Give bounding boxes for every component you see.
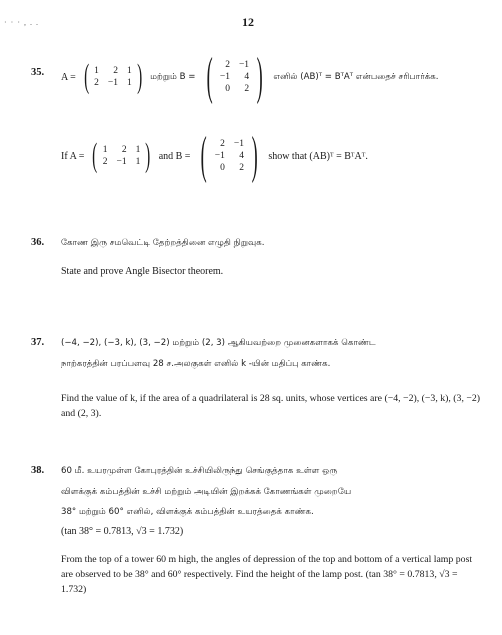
matrix-cell: 2 (113, 66, 118, 76)
matrix-cell: −1 (107, 78, 118, 88)
question-38-tamil-line-2: விளக்குக் கம்பத்தின் உச்சி மற்றும் அடியின் இறக்கக் கோணங்கள் முறையே (61, 487, 352, 497)
question-37-tamil-line-2: நாற்கரத்தின் பரப்பளவு 28 ச.அலகுகள் எனில் k -யின் மதிப்பு காண்க. (61, 359, 331, 369)
matrix-cell: 1 (94, 66, 99, 76)
question-35-number: 35. (31, 67, 45, 78)
matrix-cell: 2 (225, 60, 230, 70)
matrix-cell: 1 (135, 157, 141, 167)
transpose-statement-tamil: எனில் (AB)ᵀ = BᵀAᵀ என்பதைச் சரிபார்க்க. (273, 71, 439, 82)
question-37-tamil-line-1: (−4, −2), (−3, k), (3, −2) மற்றும் (2, 3) ஆகியவற்றை முனைகளாகக் கொண்ட (61, 338, 376, 348)
question-36-english: State and prove Angle Bisector theorem. (61, 266, 224, 277)
matrix-cell: −1 (233, 139, 244, 149)
matrix-cell: 1 (127, 66, 132, 76)
transpose-statement-english: show that (AB)ᵀ = BᵀAᵀ. (268, 150, 368, 162)
question-37-english: Find the value of k, if the area of a quadrilateral is 28 sq. units, whose vertices are (−4, −2), (−3, k), (3, −2) and (2, 3). (61, 393, 481, 419)
matrix-cell: −1 (214, 151, 225, 161)
matrix-a-label: A = (61, 71, 76, 83)
matrix-a: ( 1 2 1 2 −1 1 ) (83, 58, 142, 95)
matrix-cell: −1 (116, 157, 127, 167)
matrix-cell: 1 (102, 145, 108, 155)
question-38-tamil-line-4: (tan 38° = 0.7813, √3 = 1.732) (61, 526, 184, 537)
matrix-b: ( 2 −1 −1 4 0 2 ) (206, 48, 263, 105)
question-36-tamil: கோண இரு சமவெட்டி தேற்றத்தினை எழுதி நிறுவுக. (61, 238, 265, 248)
question-38-tamil-line-1: 60 மீ. உயரமுள்ள கோபுரத்தின் உச்சியிலிருந்து செங்குத்தாக உள்ள ஒரு (61, 466, 338, 476)
matrix-cell: 2 (121, 145, 127, 155)
matrix-cell: 2 (244, 84, 250, 94)
question-37-number: 37. (31, 337, 45, 348)
matrix-a-english: ( 1 2 1 2 −1 1 ) (92, 137, 151, 174)
if-a-label: If A = (61, 150, 85, 162)
matrix-cell: −1 (219, 72, 230, 82)
page-corner-mark: · · · , . . (4, 18, 39, 27)
and-b-english: and B = (158, 150, 191, 162)
question-36-number: 36. (31, 237, 45, 248)
matrix-cell: 0 (225, 84, 230, 94)
matrix-cell: 4 (244, 72, 250, 82)
matrix-cell: 1 (135, 145, 141, 155)
matrix-cell: −1 (238, 60, 250, 70)
matrix-cell: 4 (239, 151, 244, 161)
and-b-tamil: மற்றும் B = (150, 71, 196, 82)
matrix-cell: 2 (94, 78, 99, 88)
question-35-english (61, 127, 368, 184)
matrix-cell: 1 (127, 78, 132, 88)
question-35-tamil (61, 48, 439, 105)
matrix-cell: 2 (220, 139, 225, 149)
matrix-cell: 2 (239, 163, 244, 173)
matrix-cell: 0 (220, 163, 225, 173)
question-38-tamil-line-3: 38° மற்றும் 60° எனில், விளக்குக் கம்பத்தின் உயரத்தைக் காண்க. (61, 507, 314, 517)
question-38-english: From the top of a tower 60 m high, the angles of depression of the top and bottom of a vertical lamp post are observed to be 38° and 60° respectively. Find the height of the lamp post. (tan 38° = 0.7813, √3 = 1.732) (61, 554, 473, 595)
question-38-number: 38. (31, 465, 45, 476)
matrix-b-english: ( 2 −1 −1 4 0 2 ) (201, 127, 258, 184)
page-number: 12 (242, 15, 254, 29)
matrix-cell: 2 (102, 157, 108, 167)
